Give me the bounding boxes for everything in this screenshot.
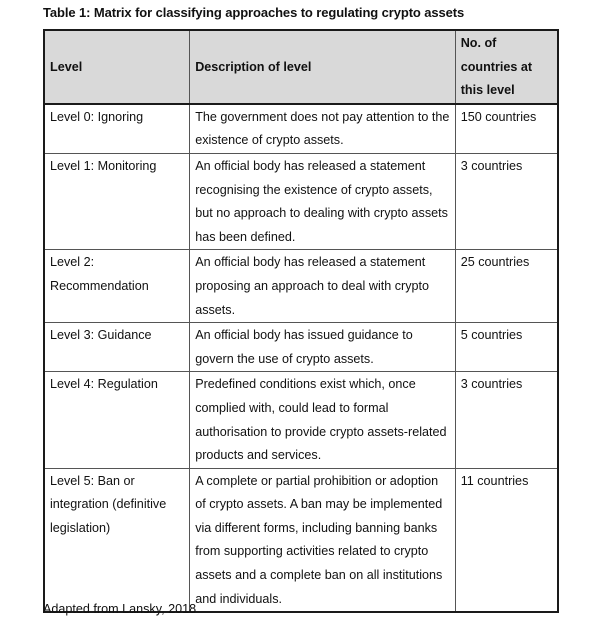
cell-description: An official body has released a statement proposing an approach to deal with crypto assets. — [190, 250, 455, 323]
cell-countries: 3 countries — [455, 153, 558, 249]
table-row — [44, 153, 558, 249]
cell-level: Level 4: Regulation — [44, 372, 190, 468]
cell-countries: 5 countries — [455, 323, 558, 372]
table-header-row — [44, 30, 558, 104]
table-title: Table 1: Matrix for classifying approaches to regulating crypto assets — [43, 5, 465, 20]
cell-countries: 25 countries — [455, 250, 558, 323]
cell-level: Level 0: Ignoring — [44, 104, 190, 154]
cell-description: The government does not pay attention to the existence of crypto assets. — [190, 104, 455, 154]
cell-countries: 11 countries — [455, 468, 558, 612]
classification-matrix-table — [43, 29, 559, 613]
header-level: Level — [44, 30, 190, 104]
header-countries: No. of countries at this level — [455, 30, 558, 104]
table-row — [44, 468, 558, 612]
cell-description: A complete or partial prohibition or adoption of crypto assets. A ban may be implemented via different forms, including banning banks from supporting activities related to crypto assets and a complete ban on all institutions and individuals. — [190, 468, 455, 612]
source-caption: Adapted from Lansky, 2018 — [43, 602, 197, 616]
cell-level: Level 2: Recommendation — [44, 250, 190, 323]
cell-level: Level 3: Guidance — [44, 323, 190, 372]
cell-countries: 3 countries — [455, 372, 558, 468]
cell-countries: 150 countries — [455, 104, 558, 154]
table-row — [44, 104, 558, 154]
cell-level: Level 1: Monitoring — [44, 153, 190, 249]
table-row — [44, 323, 558, 372]
header-description: Description of level — [190, 30, 455, 104]
cell-description: Predefined conditions exist which, once complied with, could lead to formal authorisation to provide crypto assets-related products and services. — [190, 372, 455, 468]
table-row — [44, 250, 558, 323]
table-row — [44, 372, 558, 468]
cell-description: An official body has issued guidance to govern the use of crypto assets. — [190, 323, 455, 372]
cell-level: Level 5: Ban or integration (definitive legislation) — [44, 468, 190, 612]
cell-description: An official body has released a statement recognising the existence of crypto assets, but no approach to dealing with crypto assets has been defined. — [190, 153, 455, 249]
